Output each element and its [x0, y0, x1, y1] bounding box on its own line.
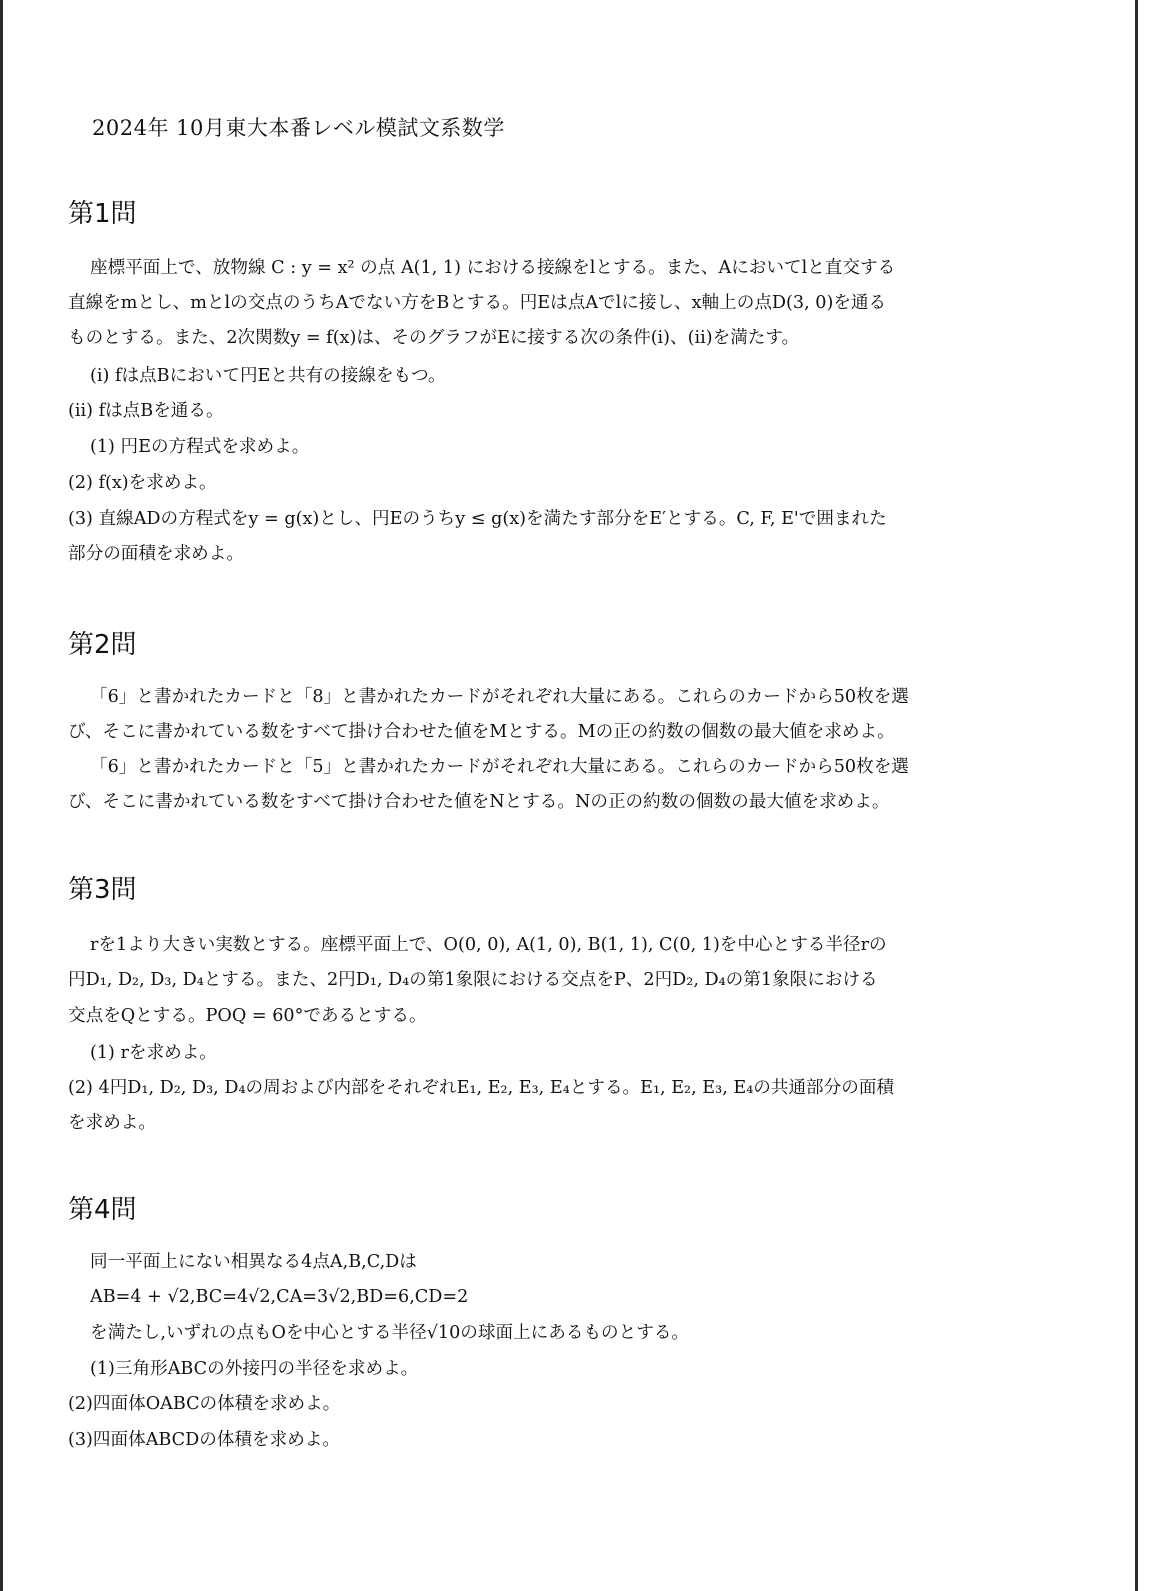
- section-2-heading: 第2問: [68, 630, 137, 660]
- section-3-line: を求めよ。: [68, 1113, 156, 1133]
- section-1-condition-ii: (ii) fは点Bを通る。: [68, 401, 224, 421]
- right-border: [1135, 0, 1161, 1591]
- section-3-line: rを1より大きい実数とする。座標平面上で、O(0, 0), A(1, 0), B(1, 1), C(0, 1)を中心とする半径rの: [90, 935, 887, 955]
- section-4-line: AB=4 + √2,BC=4√2,CA=3√2,BD=6,CD=2: [90, 1287, 469, 1307]
- section-1-line: ものとする。また、2次関数y = f(x)は、そのグラフがEに接する次の条件(i)、(ii)を満たす。: [68, 328, 800, 348]
- section-1-heading: 第1問: [68, 199, 137, 229]
- section-3-question-2: (2) 4円D₁, D₂, D₃, D₄の周および内部をそれぞれE₁, E₂, E₃, E₄とする。E₁, E₂, E₃, E₄の共通部分の面積: [68, 1078, 895, 1098]
- document-title: 2024年 10月東大本番レベル模試文系数学: [92, 116, 505, 140]
- section-1-question-3: (3) 直線ADの方程式をy = g(x)とし、円Eのうちy ≤ g(x)を満たす部分をE′とする。C, F, E'で囲まれた: [68, 509, 887, 529]
- section-2-line: び、そこに書かれている数をすべて掛け合わせた値をNとする。Nの正の約数の個数の最大値を求めよ。: [68, 792, 890, 812]
- section-1-line: 部分の面積を求めよ。: [68, 544, 244, 564]
- section-4-question-3: (3)四面体ABCDの体積を求めよ。: [68, 1430, 340, 1450]
- section-4-question-2: (2)四面体OABCの体積を求めよ。: [68, 1394, 341, 1414]
- section-1-condition-i: (i) fは点Bにおいて円Eと共有の接線をもつ。: [90, 366, 446, 386]
- section-3-question-1: (1) rを求めよ。: [90, 1043, 217, 1063]
- section-1-line: 直線をmとし、mとlの交点のうちAでない方をBとする。円Eは点Aでlに接し、x軸上の点D(3, 0)を通る: [68, 293, 887, 313]
- section-2-line: 「6」と書かれたカードと「8」と書かれたカードがそれぞれ大量にある。これらのカードから50枚を選: [90, 687, 909, 707]
- section-3-line: 円D₁, D₂, D₃, D₄とする。また、2円D₁, D₄の第1象限における交点をP、2円D₂, D₄の第1象限における: [68, 970, 878, 990]
- section-1-line: 座標平面上で、放物線 C : y = x² の点 A(1, 1) における接線をlとする。また、Aにおいてlと直交する: [90, 258, 896, 278]
- section-2-line: び、そこに書かれている数をすべて掛け合わせた値をMとする。Mの正の約数の個数の最大値を求めよ。: [68, 722, 895, 742]
- section-1-question-2: (2) f(x)を求めよ。: [68, 473, 217, 493]
- section-4-line: を満たし,いずれの点もOを中心とする半径√10の球面上にあるものとする。: [90, 1323, 690, 1343]
- section-3-line: 交点をQとする。POQ = 60°であるとする。: [68, 1006, 427, 1026]
- section-4-line: 同一平面上にない相異なる4点A,B,C,Dは: [90, 1252, 417, 1272]
- section-4-heading: 第4問: [68, 1195, 137, 1225]
- section-3-heading: 第3問: [68, 875, 137, 905]
- section-4-question-1: (1)三角形ABCの外接円の半径を求めよ。: [90, 1359, 419, 1379]
- section-1-question-1: (1) 円Eの方程式を求めよ。: [90, 437, 310, 457]
- section-2-line: 「6」と書かれたカードと「5」と書かれたカードがそれぞれ大量にある。これらのカードから50枚を選: [90, 757, 909, 777]
- left-border: [0, 0, 3, 1591]
